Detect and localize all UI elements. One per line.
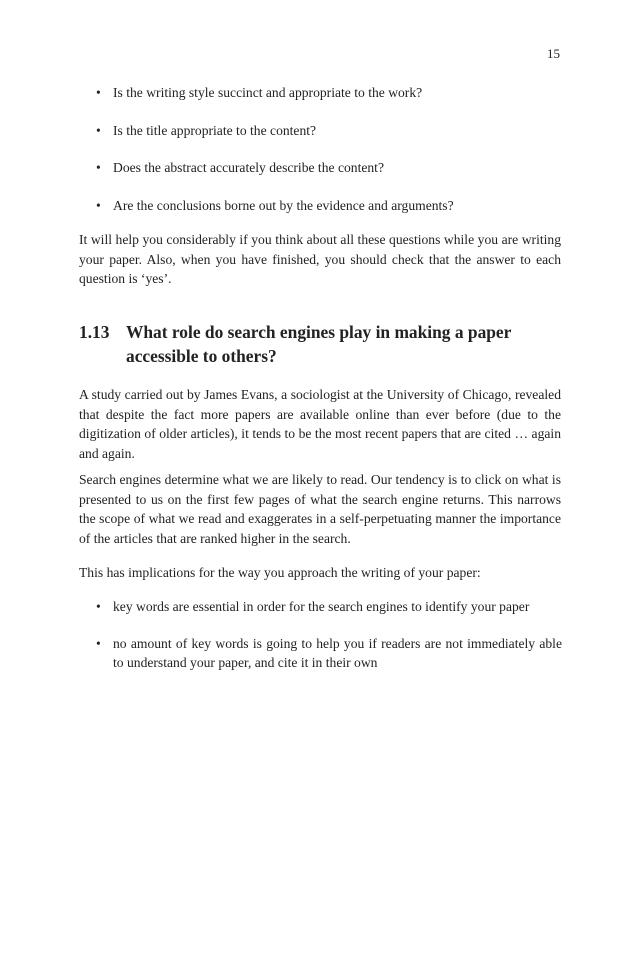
section-number: 1.13 [79,322,110,342]
list-item: • Is the writing style succinct and appropriate to the work? [96,84,566,102]
section-heading [79,320,561,368]
paragraph-questions-advice: It will help you considerably if you think about all these questions while you are writing your paper. Also, when you have finished, you should check that the answer to each question is ‘yes’. [79,232,561,287]
section-title: What role do search engines play in making a paper accessible to others? [126,322,512,366]
list-item: • Is the title appropriate to the content? [96,122,566,140]
page-number: 15 [547,46,560,61]
list-item: • no amount of key words is going to help you if readers are not immediately able to understand your paper, and cite it in their own [96,634,562,672]
paragraph-study: A study carried out by James Evans, a sociologist at the University of Chicago, revealed that despite the fact more papers are available online than ever before (due to the digitization of older articles), it tends to be the most recent papers that are cited … again and again. [79,387,561,461]
list-item: • Are the conclusions borne out by the evidence and arguments? [96,197,566,215]
question-list [96,84,566,234]
paragraph-implications-intro: This has implications for the way you approach the writing of your paper: [79,565,481,580]
list-item: • key words are essential in order for the search engines to identify your paper [96,597,562,616]
paragraph-search-engines: Search engines determine what we are likely to read. Our tendency is to click on what is presented to us on the first few pages of what the search engine returns. This narrows the scope of what we read and exaggerates in a self-perpetuating manner the importance of the articles that are ranked higher in the search. [79,472,561,546]
list-item: • Does the abstract accurately describe the content? [96,159,566,177]
implications-list [96,597,562,690]
